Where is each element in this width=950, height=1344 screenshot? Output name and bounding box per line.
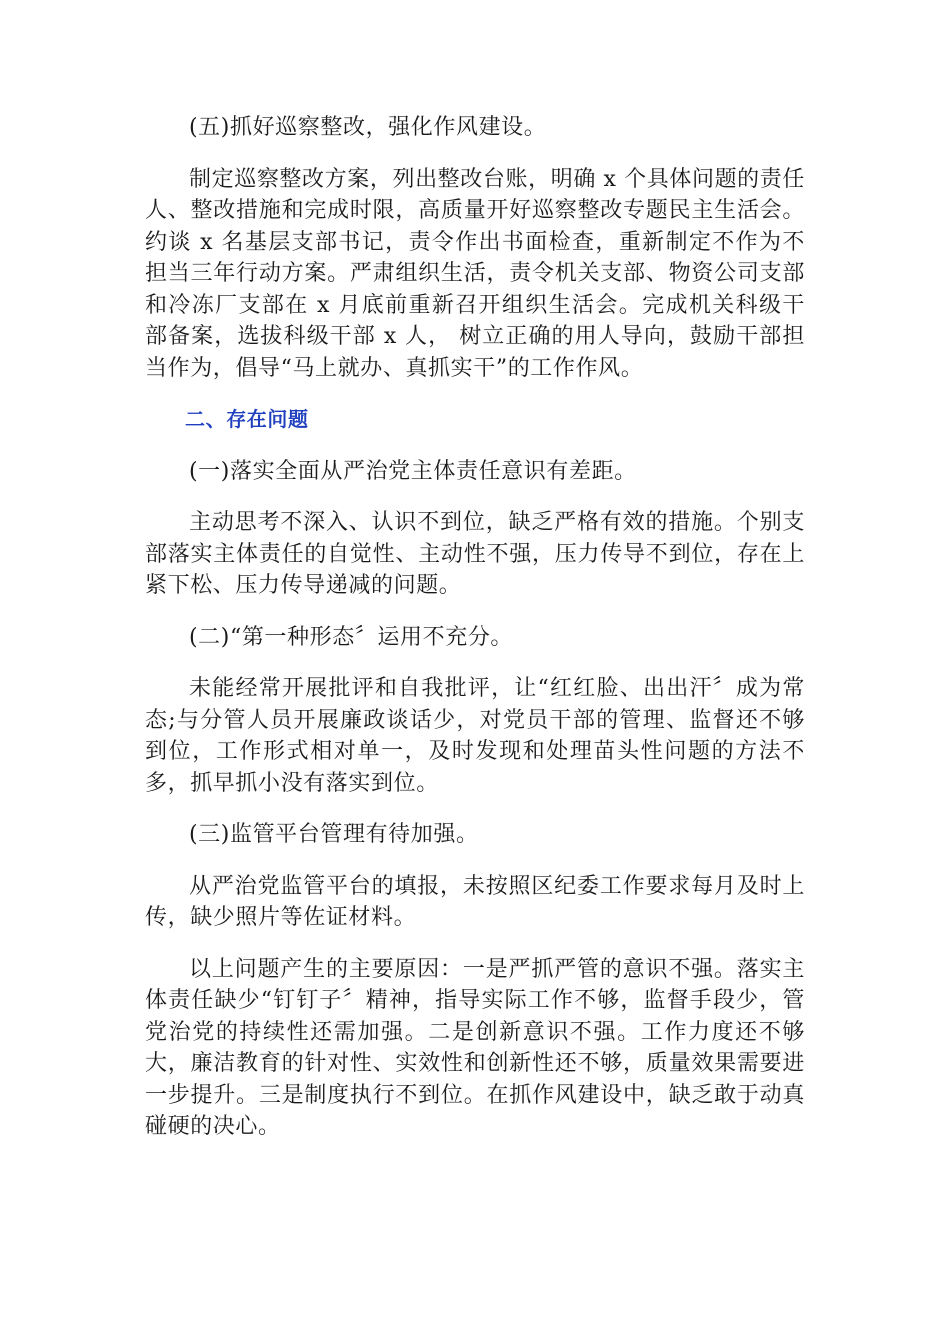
causes-body: 以上问题产生的主要原因：一是严抓严管的意识不强。落实主体责任缺少“钉钉子〞精神，指导实际工作不够，监督手段少，管党治党的持续性还需加强。二是创新意识不强。工作力度还不够大，廉洁教育的针对性、实效性和创新性还不够，质量效果需要进一步提升。三是制度执行不到位。在抓作风建设中，缺乏敢于动真碰硬的决心。 — [145, 956, 805, 1139]
issue3-body: 从严治党监管平台的填报，未按照区纪委工作要求每月及时上传，缺少照片等佐证材料。 — [145, 873, 805, 930]
issue3-title: (三)监管平台管理有待加强。 — [189, 822, 479, 847]
document-page — [145, 112, 805, 1163]
section5-body: 制定巡察整改方案，列出整改台账，明确 x 个具体问题的责任人、整改措施和完成时限，高质量开好巡察整改专题民主生活会。约谈 x 名基层支部书记，责令作出书面检查，重新制定不作为不担当三年行动方案。严肃组织生活，责令机关支部、物资公司支部和冷冻厂支部在 x 月底前重新召开组织生活会。完成机关科级干部备案，选拔科级干部 x 人， 树立正确的用人导向，鼓励干部担当作为，倡导“马上就办、真抓实干”的工作作风。 — [145, 166, 805, 381]
issue1-body: 主动思考不深入、认识不到位，缺乏严格有效的措施。个别支部落实主体责任的自觉性、主动性不强，压力传导不到位，存在上紧下松、压力传导递减的问题。 — [145, 510, 805, 598]
part2-heading: 二、存在问题 — [185, 407, 309, 431]
section5-title: (五)抓好巡察整改，强化作风建设。 — [189, 115, 547, 140]
issue2-title: (二)“第一种形态〞运用不充分。 — [189, 624, 514, 650]
issue2-body: 未能经常开展批评和自我批评，让“红红脸、出出汗〞成为常态;与分管人员开展廉政谈话少，对党员干部的管理、监督还不够到位，工作形式相对单一，及时发现和处理苗头性问题的方法不多，抓早抓小没有落实到位。 — [145, 676, 805, 796]
issue1-title: (一)落实全面从严治党主体责任意识有差距。 — [189, 458, 637, 484]
